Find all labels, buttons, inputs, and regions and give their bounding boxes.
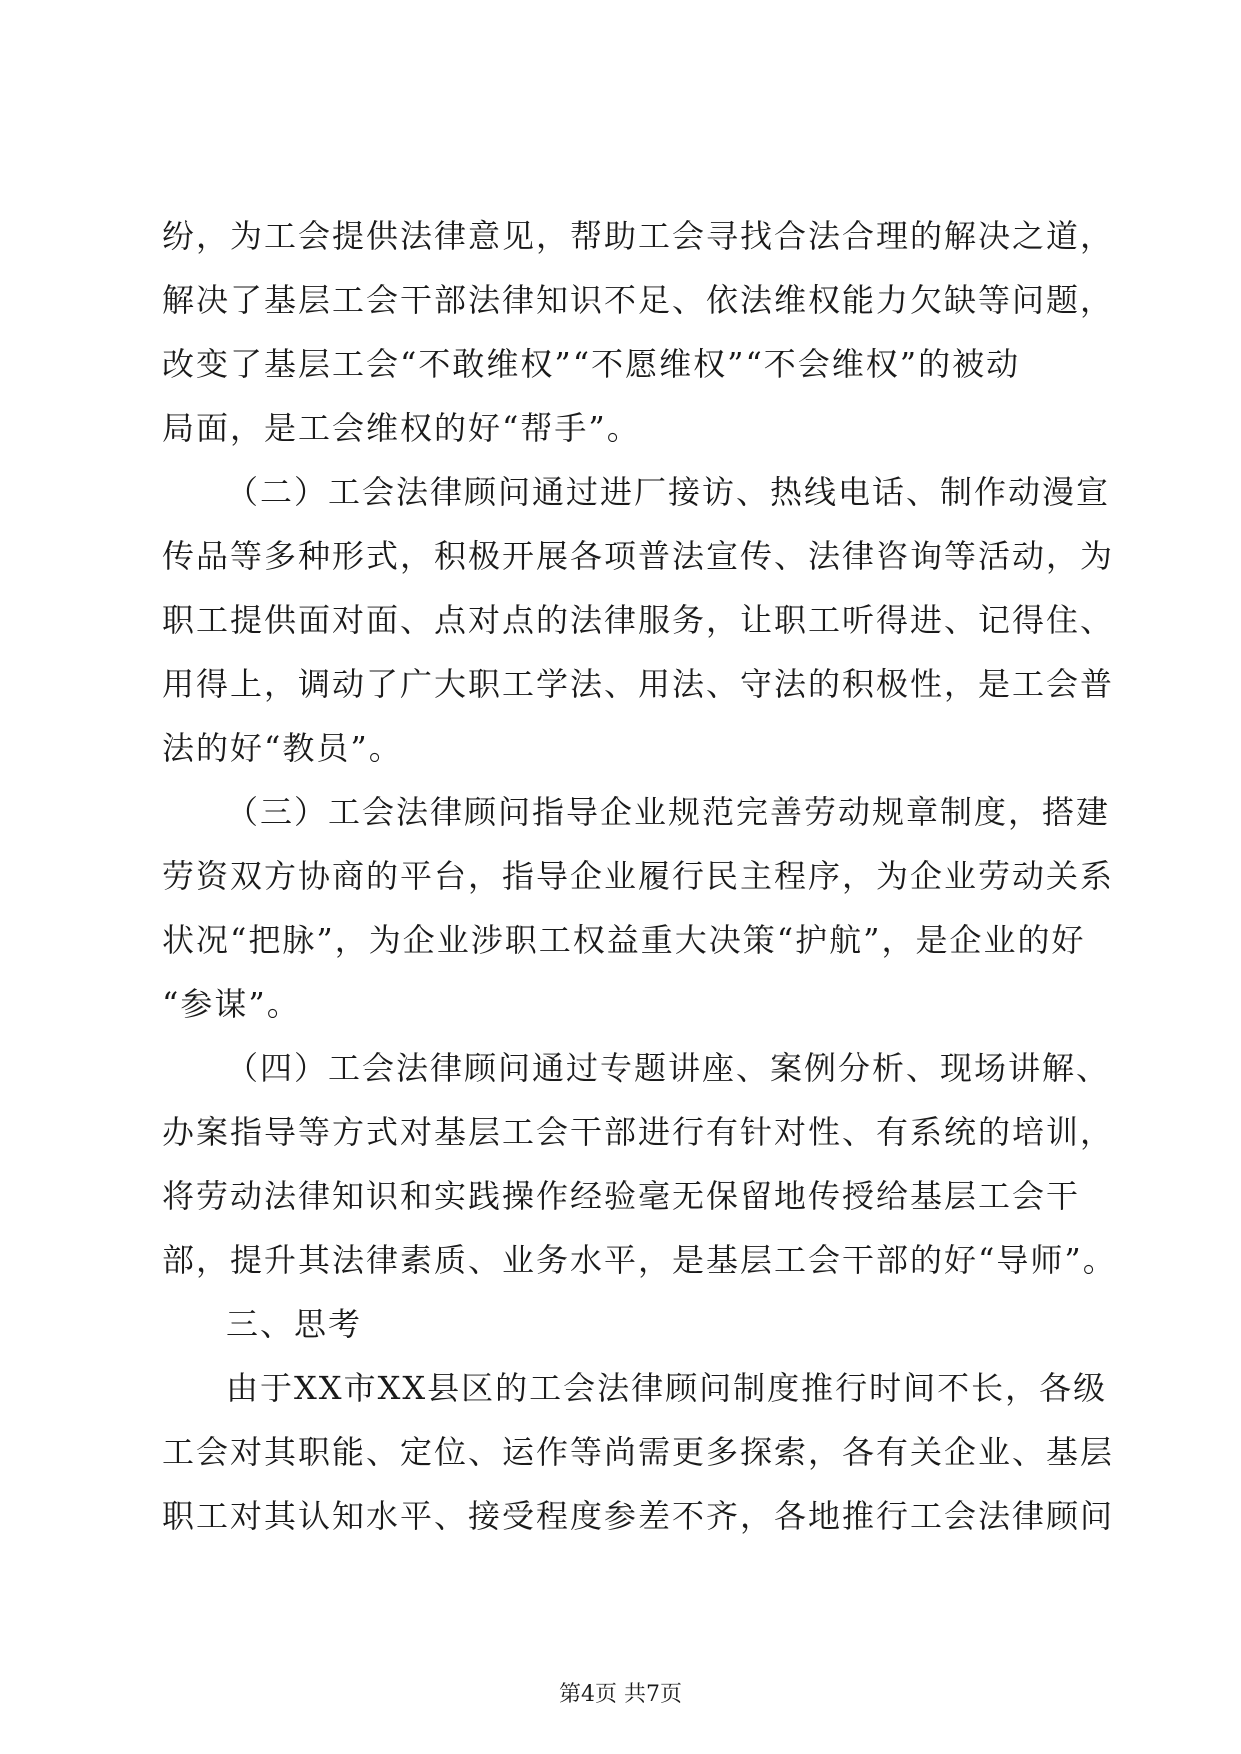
text-line: 职工提供面对面、点对点的法律服务，让职工听得进、记得住、 [162,601,1115,639]
text-line: 将劳动法律知识和实践操作经验毫无保留地传授给基层工会干 [162,1177,1081,1215]
text-line: （四）工会法律顾问通过专题讲座、案例分析、现场讲解、 [226,1049,1111,1087]
text-line: “参谋”。 [162,985,301,1023]
text-line: 工会对其职能、定位、运作等尚需更多探索，各有关企业、基层 [162,1433,1115,1471]
page-footer: 第4页 共7页 [559,1682,682,1707]
text-line: 状况“把脉”，为企业涉职工权益重大决策“护航”，是企业的好 [162,921,1086,959]
text-line: 纷，为工会提供法律意见，帮助工会寻找合法合理的解决之道， [162,217,1115,255]
text-line: （三）工会法律顾问指导企业规范完善劳动规章制度，搭建 [226,793,1111,831]
text-line: 部，提升其法律素质、业务水平，是基层工会干部的好“导师”。 [162,1241,1117,1279]
text-line: 法的好“教员”。 [162,729,403,767]
text-line: 局面，是工会维权的好“帮手”。 [162,409,641,447]
text-line: 三、思考 [226,1305,363,1343]
text-line: （二）工会法律顾问通过进厂接访、热线电话、制作动漫宣 [226,473,1111,511]
text-line: 改变了基层工会“不敢维权”“不愿维权”“不会维权”的被动 [162,345,1021,383]
text-line: 职工对其认知水平、接受程度参差不齐，各地推行工会法律顾问 [162,1497,1115,1535]
text-line: 解决了基层工会干部法律知识不足、依法维权能力欠缺等问题， [162,281,1115,319]
text-line: 劳资双方协商的平台，指导企业履行民主程序，为企业劳动关系 [162,857,1115,895]
text-line: 办案指导等方式对基层工会干部进行有针对性、有系统的培训， [162,1113,1115,1151]
document-body [162,204,1117,1548]
text-line: 由于XX市XX县区的工会法律顾问制度推行时间不长，各级 [226,1369,1108,1407]
text-line: 传品等多种形式，积极开展各项普法宣传、法律咨询等活动，为 [162,537,1115,575]
text-line: 用得上，调动了广大职工学法、用法、守法的积极性，是工会普 [162,665,1115,703]
